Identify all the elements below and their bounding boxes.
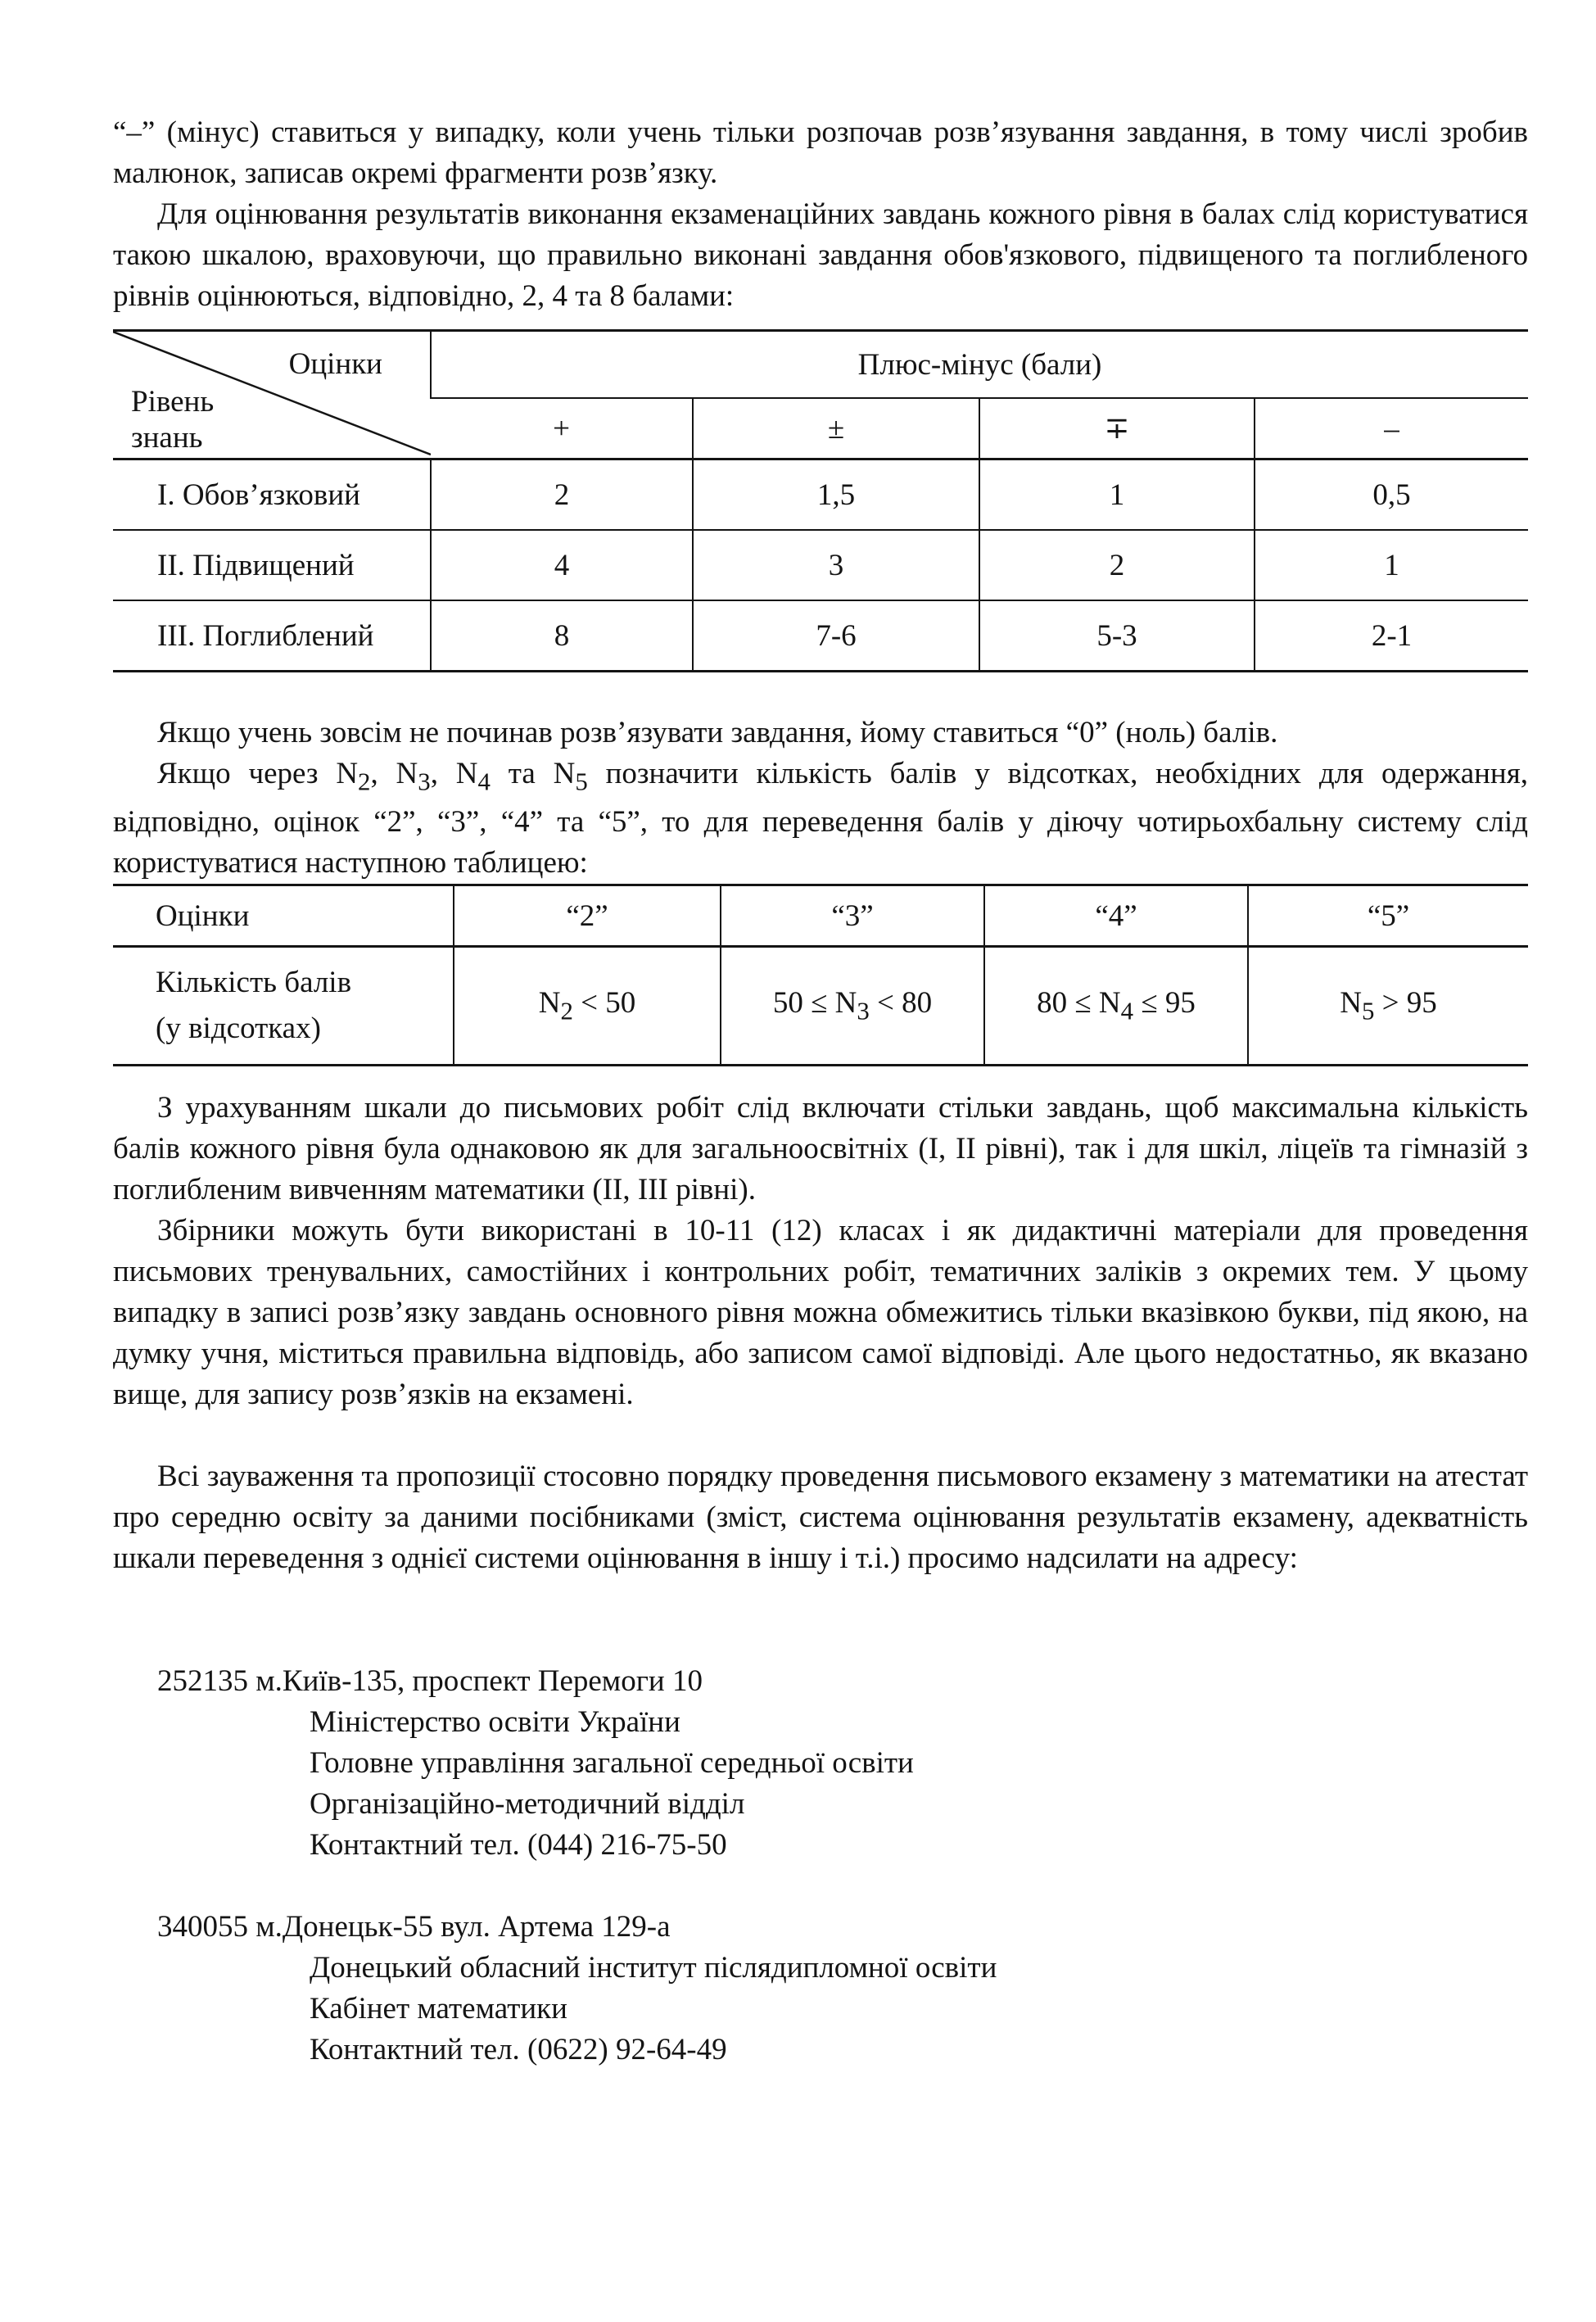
- score-cell: 1: [979, 459, 1255, 531]
- table-row: [113, 600, 1528, 672]
- range-cell: $50 \le N_3 < 80$: [721, 947, 984, 1066]
- level-label: III. Поглиблений: [157, 618, 374, 653]
- grade-header: “5”: [1248, 885, 1528, 947]
- level-label: II. Підвищений: [113, 530, 431, 600]
- paragraph-zero-score: Якщо учень зовсім не починав розв’язувати завдання, йому ставиться “0” (ноль) балів.: [157, 716, 1278, 749]
- address-line: Організаційно-методичний відділ: [310, 1787, 745, 1821]
- address-line: Міністерство освіти України: [310, 1705, 680, 1739]
- level-label: І. Обов’язковий: [113, 459, 431, 531]
- score-cell: 0,5: [1255, 459, 1528, 531]
- grade-header: “4”: [984, 885, 1248, 947]
- grade-header: “3”: [721, 885, 984, 947]
- mark-plus: +: [431, 398, 693, 459]
- score-cell: 8: [431, 600, 693, 672]
- table-row: [113, 947, 1528, 1066]
- table-corner-cell: [113, 331, 431, 459]
- mark-plus-minus: ±: [693, 398, 979, 459]
- contact-phone: Контактний тел. (0622) 92-64-49: [310, 2033, 727, 2066]
- paragraph-minus-definition: “–” (мінус) ставиться у випадку, коли учень тільки розпочав розв’язування завдання, в тому числі зробив малюнок, записав окремі фрагменти розв’язку.: [113, 115, 1528, 190]
- mark-minus: –: [1255, 398, 1528, 459]
- table-row: [113, 530, 1528, 600]
- corner-grades-label: Оцінки: [288, 347, 382, 381]
- plus-minus-header: Плюс-мінус (бали): [431, 331, 1528, 399]
- points-row-label: Кількість балів (у відсотках): [156, 966, 352, 1045]
- contact-phone: Контактний тел. (044) 216-75-50: [310, 1828, 727, 1862]
- paragraph-conversion-intro: Якщо через $N_2$, $N_3$, $N_4$ та $N_5$ позначити кількість балів у відсотках, необхідних для одержання, відповідно, оцінок “2”, “3”, “4” та “5”, то для переведення балів у діючу чотирьохбальну систему слід користуватися наступною таблицею:: [113, 757, 1528, 880]
- range-cell: $80 \le N_4 \le 95$: [984, 947, 1248, 1066]
- score-cell: 5-3: [979, 600, 1255, 672]
- paragraph-usage: Збірники можуть бути використані в 10-11 (12) класах і як дидактичні матеріали для проведення письмових тренувальних, самостійних і контрольних робіт, тематичних заліків з окремих тем. У цьому випадку в записі розв’язку завдань основного рівня можна обмежитись тільки вказівкою букви, під якою, на думку учня, міститься правильна відповідь, або записом самої відповіді. Але цього недостатньо, як вказано вище, для запису розв’язків на екзамені.: [113, 1214, 1528, 1411]
- range-cell: $N_2 < 50$: [454, 947, 721, 1066]
- score-cell: 1: [1255, 530, 1528, 600]
- grades-header-label: Оцінки: [113, 885, 454, 947]
- score-cell: 7-6: [693, 600, 979, 672]
- paragraph-feedback: Всі зауваження та пропозиції стосовно порядку проведення письмового екзамену з математики на атестат про середню освіту за даними посібниками (зміст, система оцінювання результатів екзамену, адекватність шкали переведення з однієї системи оцінювання в іншу і т.і.) просимо надсилати на адресу:: [113, 1460, 1528, 1575]
- score-cell: 3: [693, 530, 979, 600]
- grade-header: “2”: [454, 885, 721, 947]
- score-cell: 1,5: [693, 459, 979, 531]
- mark-minus-plus: ∓: [979, 398, 1255, 459]
- address-head: 340055 м.Донецьк-55 вул. Артема 129-а: [157, 1910, 671, 1944]
- score-cell: 4: [431, 530, 693, 600]
- table-row: [113, 459, 1528, 531]
- scale-table: [113, 329, 1528, 672]
- corner-knowledge-label: знань: [131, 421, 203, 455]
- address-head: 252135 м.Київ-135, проспект Перемоги 10: [157, 1664, 703, 1698]
- corner-level-label: Рівень: [131, 385, 215, 419]
- range-cell: $N_5 > 95$: [1248, 947, 1528, 1066]
- score-cell: 2: [431, 459, 693, 531]
- address-line: Головне управління загальної середньої освіти: [310, 1746, 914, 1780]
- paragraph-task-count: З урахуванням шкали до письмових робіт слід включати стільки завдань, щоб максимальна кількість балів кожного рівня була однаковою як для загальноосвітніх (І, ІІ рівні), так і для шкіл, ліцеїв та гімназій з поглибленим вивченням математики (ІІ, ІІІ рівні).: [113, 1091, 1528, 1206]
- score-cell: 2: [979, 530, 1255, 600]
- address-line: Донецький обласний інститут післядипломної освіти: [310, 1951, 997, 1985]
- paragraph-scale-intro: Для оцінювання результатів виконання екзаменаційних завдань кожного рівня в балах слід користуватися такою шкалою, враховуючи, що правильно виконані завдання обов'язкового, підвищеного та поглибленого рівнів оцінюються, відповідно, 2, 4 та 8 балами:: [113, 197, 1528, 313]
- score-cell: 2-1: [1255, 600, 1528, 672]
- address-line: Кабінет математики: [310, 1992, 567, 2026]
- conversion-table: [113, 884, 1528, 1066]
